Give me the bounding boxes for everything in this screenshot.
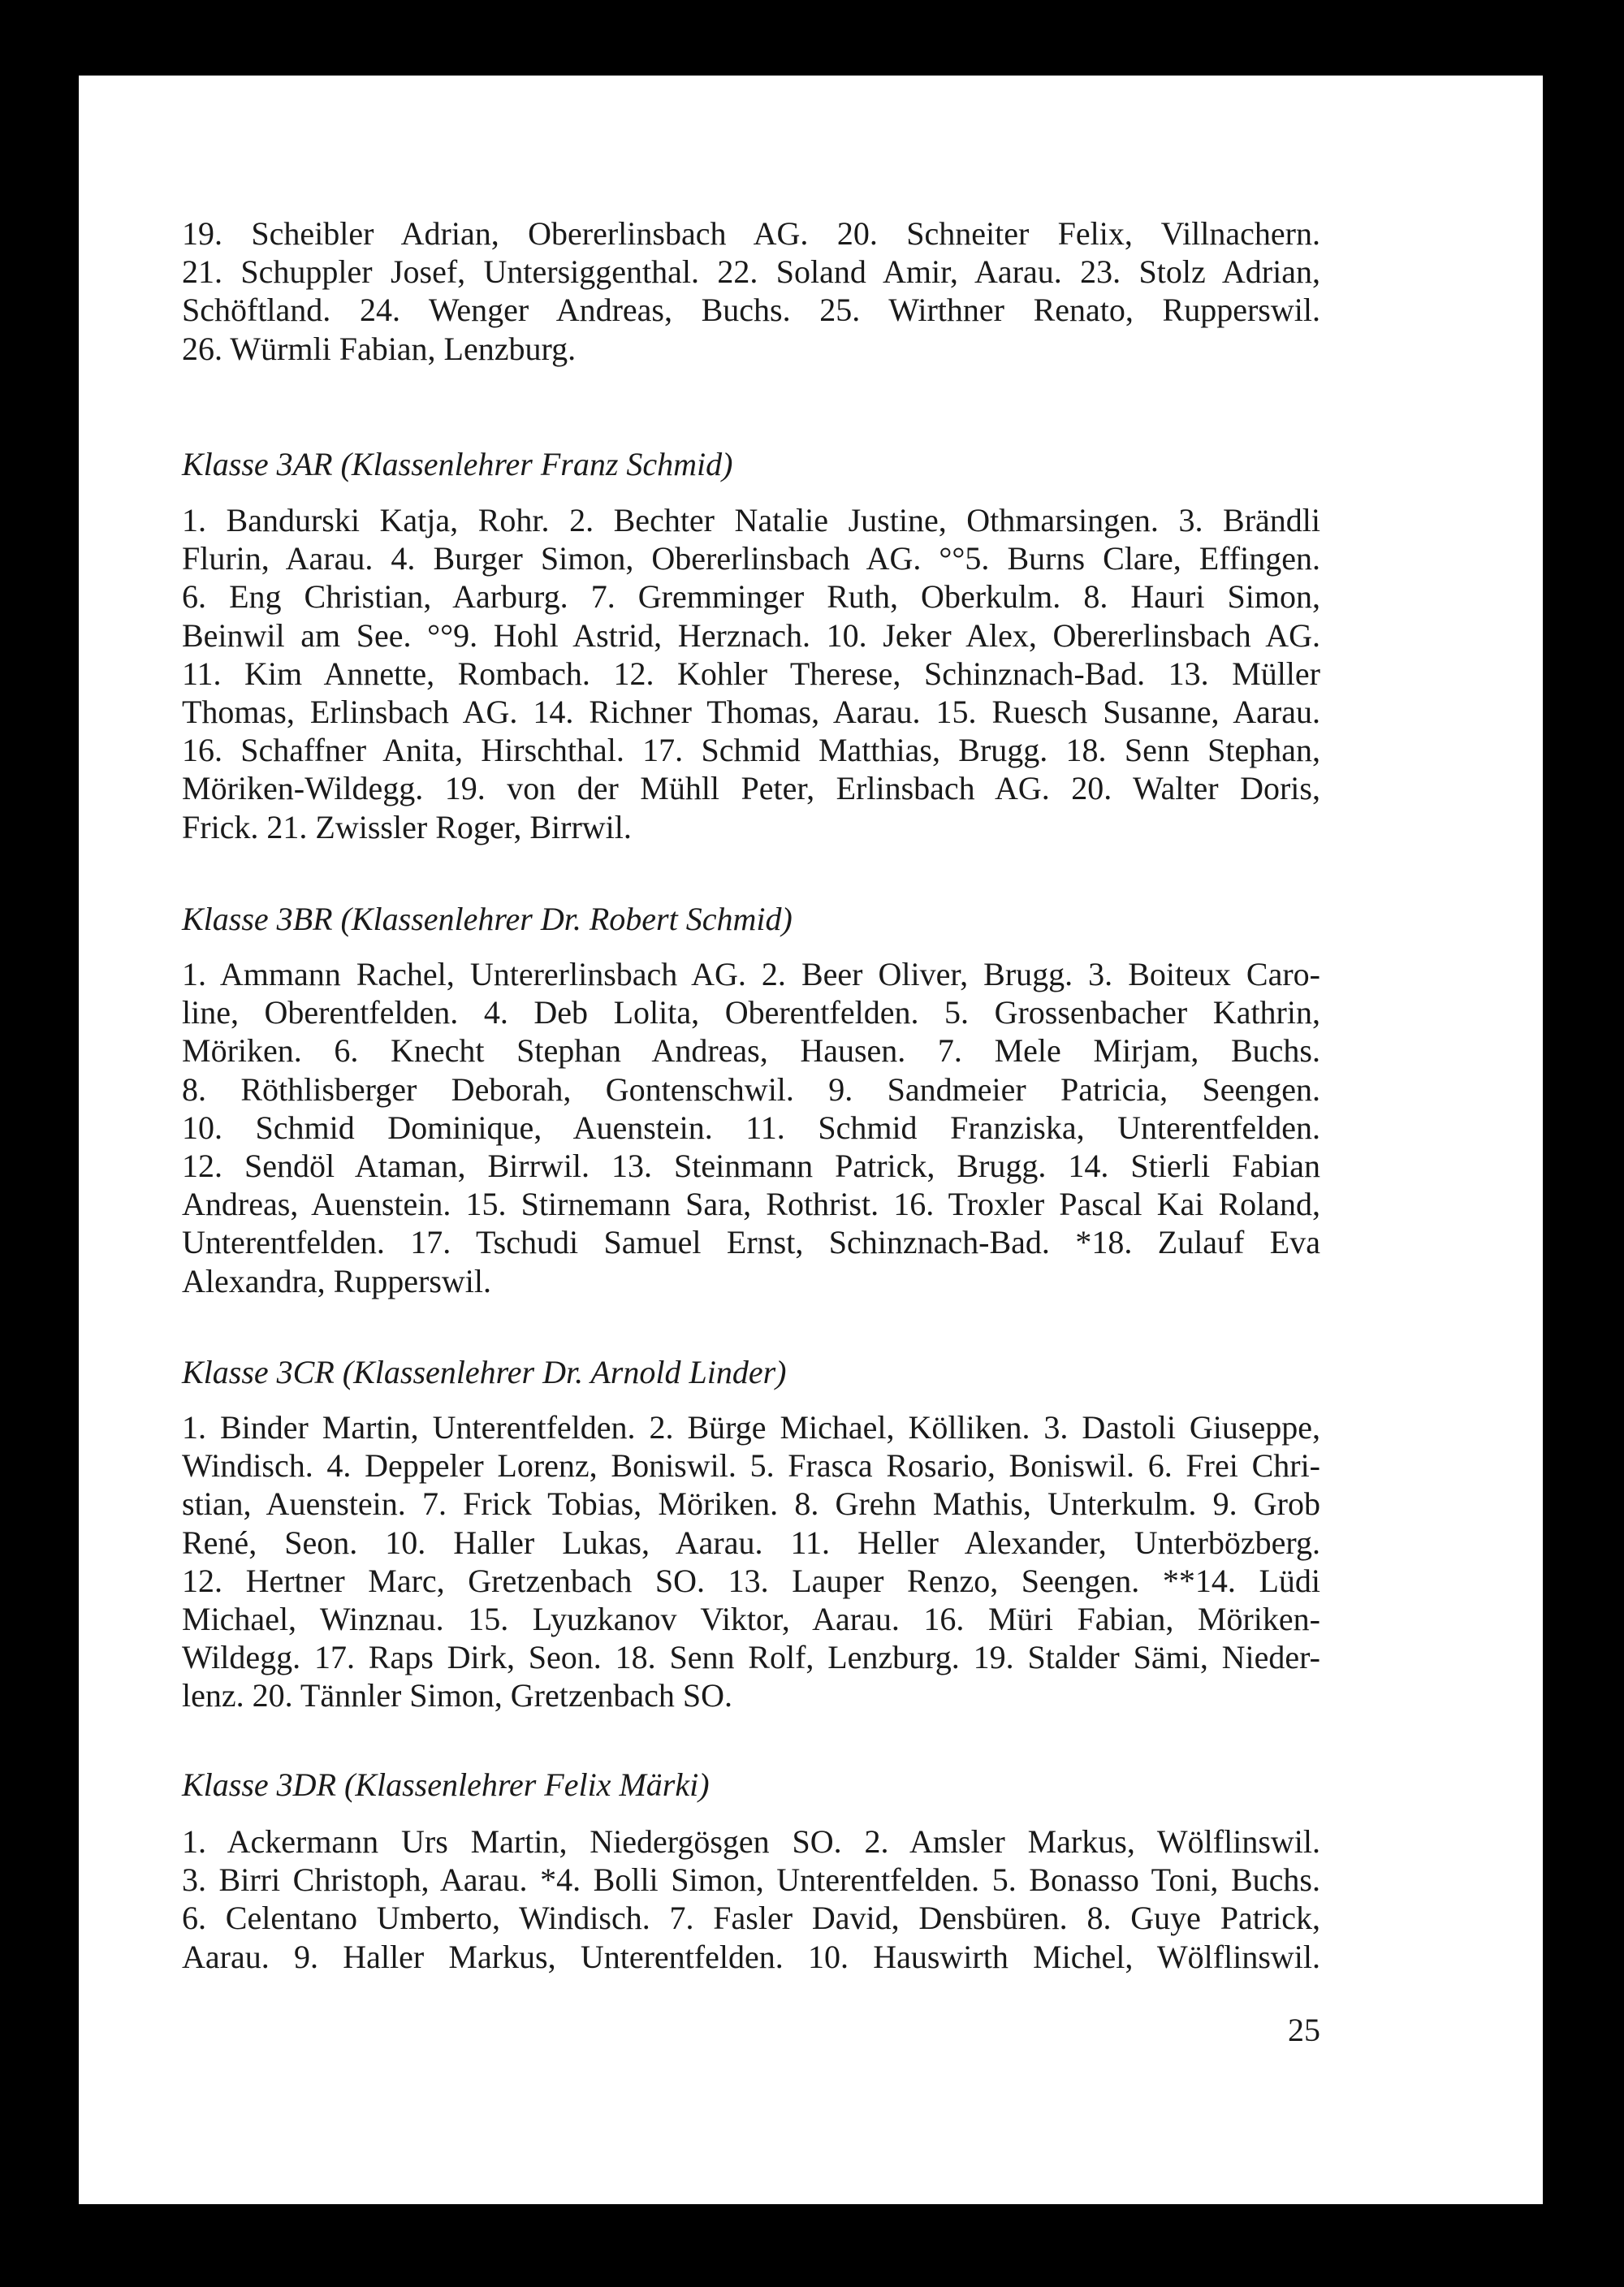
paragraph-3ar-list [182, 501, 1320, 846]
text-line: Thomas, Erlinsbach AG. 14. Richner Thomas, Aarau. 15. Ruesch Susanne, Aarau. [182, 693, 1320, 730]
text-line: 6. Eng Christian, Aarburg. 7. Gremminger Ruth, Oberkulm. 8. Hauri Simon, [182, 578, 1320, 616]
text-line: Flurin, Aarau. 4. Burger Simon, Obererlinsbach AG. °°5. Burns Clare, Effingen. [182, 540, 1320, 577]
text-line: Beinwil am See. °°9. Hohl Astrid, Herznach. 10. Jeker Alex, Obererlinsbach AG. [182, 616, 1320, 654]
text-line: 1. Binder Martin, Unterentfelden. 2. Bürge Michael, Kölliken. 3. Dastoli Giuseppe, [182, 1409, 1320, 1446]
text-line: Wildegg. 17. Raps Dirk, Seon. 18. Senn Rolf, Lenzburg. 19. Stalder Sämi, Nieder- [182, 1639, 1320, 1676]
text-line: Aarau. 9. Haller Markus, Unterentfelden. 10. Hauswirth Michel, Wölflinswil. [182, 1938, 1320, 1975]
text-line: 3. Birri Christoph, Aarau. *4. Bolli Simon, Unterentfelden. 5. Bonasso Toni, Buchs. [182, 1861, 1320, 1899]
paragraph-3cr-list [182, 1408, 1320, 1715]
page-number: 25 [1288, 2012, 1320, 2048]
text-line: 11. Kim Annette, Rombach. 12. Kohler Therese, Schinznach-Bad. 13. Müller [182, 655, 1320, 692]
text-line: 1. Ammann Rachel, Untererlinsbach AG. 2. Beer Oliver, Brugg. 3. Boiteux Caro- [182, 956, 1320, 992]
text-line: Unterentfelden. 17. Tschudi Samuel Ernst, Schinznach-Bad. *18. Zulauf Eva [182, 1224, 1320, 1261]
section-heading-3dr: Klasse 3DR (Klassenlehrer Felix Märki) [182, 1766, 710, 1803]
text-line: Michael, Winznau. 15. Lyuzkanov Viktor, Aarau. 16. Müri Fabian, Möriken- [182, 1600, 1320, 1637]
text-line: 12. Hertner Marc, Gretzenbach SO. 13. Lauper Renzo, Seengen. **14. Lüdi [182, 1562, 1320, 1599]
text-line: line, Oberentfelden. 4. Deb Lolita, Oberentfelden. 5. Grossenbacher Kathrin, [182, 994, 1320, 1031]
text-line: lenz. 20. Tännler Simon, Gretzenbach SO. [182, 1677, 732, 1714]
text-line: 10. Schmid Dominique, Auenstein. 11. Schmid Franziska, Unterentfelden. [182, 1109, 1320, 1146]
text-line: Windisch. 4. Deppeler Lorenz, Boniswil. 5. Frasca Rosario, Boniswil. 6. Frei Chri- [182, 1447, 1320, 1485]
paragraph-continued-list [182, 214, 1320, 368]
text-line: 19. Scheibler Adrian, Obererlinsbach AG. 20. Schneiter Felix, Villnachern. [182, 215, 1320, 252]
section-heading-3br: Klasse 3BR (Klassenlehrer Dr. Robert Schmid) [182, 901, 793, 937]
text-line: Möriken-Wildegg. 19. von der Mühll Peter, Erlinsbach AG. 20. Walter Doris, [182, 770, 1320, 807]
text-line: 26. Würmli Fabian, Lenzburg. [182, 330, 577, 367]
paragraph-3br-list [182, 955, 1320, 1300]
text-line: Frick. 21. Zwissler Roger, Birrwil. [182, 808, 632, 845]
text-line: 6. Celentano Umberto, Windisch. 7. Fasler David, Densbüren. 8. Guye Patrick, [182, 1900, 1320, 1937]
text-line: 1. Bandurski Katja, Rohr. 2. Bechter Natalie Justine, Othmarsingen. 3. Brändli [182, 502, 1320, 538]
text-line: Möriken. 6. Knecht Stephan Andreas, Hausen. 7. Mele Mirjam, Buchs. [182, 1032, 1320, 1070]
paragraph-3dr-list [182, 1822, 1320, 1976]
text-line: 12. Sendöl Ataman, Birrwil. 13. Steinmann Patrick, Brugg. 14. Stierli Fabian [182, 1147, 1320, 1184]
text-line: Schöftland. 24. Wenger Andreas, Buchs. 25. Wirthner Renato, Rupperswil. [182, 292, 1320, 329]
section-heading-3ar: Klasse 3AR (Klassenlehrer Franz Schmid) [182, 446, 733, 482]
text-line: Alexandra, Rupperswil. [182, 1262, 492, 1299]
text-line: stian, Auenstein. 7. Frick Tobias, Möriken. 8. Grehn Mathis, Unterkulm. 9. Grob [182, 1485, 1320, 1523]
text-line: 16. Schaffner Anita, Hirschthal. 17. Schmid Matthias, Brugg. 18. Senn Stephan, [182, 732, 1320, 769]
text-line: 21. Schuppler Josef, Untersiggenthal. 22. Soland Amir, Aarau. 23. Stolz Adrian, [182, 253, 1320, 291]
text-line: 1. Ackermann Urs Martin, Niedergösgen SO. 2. Amsler Markus, Wölflinswil. [182, 1823, 1320, 1860]
text-line: 8. Röthlisberger Deborah, Gontenschwil. 9. Sandmeier Patricia, Seengen. [182, 1070, 1320, 1108]
text-line: René, Seon. 10. Haller Lukas, Aarau. 11. Heller Alexander, Unterbözberg. [182, 1524, 1320, 1561]
section-heading-3cr: Klasse 3CR (Klassenlehrer Dr. Arnold Linder) [182, 1354, 787, 1390]
text-line: Andreas, Auenstein. 15. Stirnemann Sara, Rothrist. 16. Troxler Pascal Kai Roland, [182, 1186, 1320, 1223]
